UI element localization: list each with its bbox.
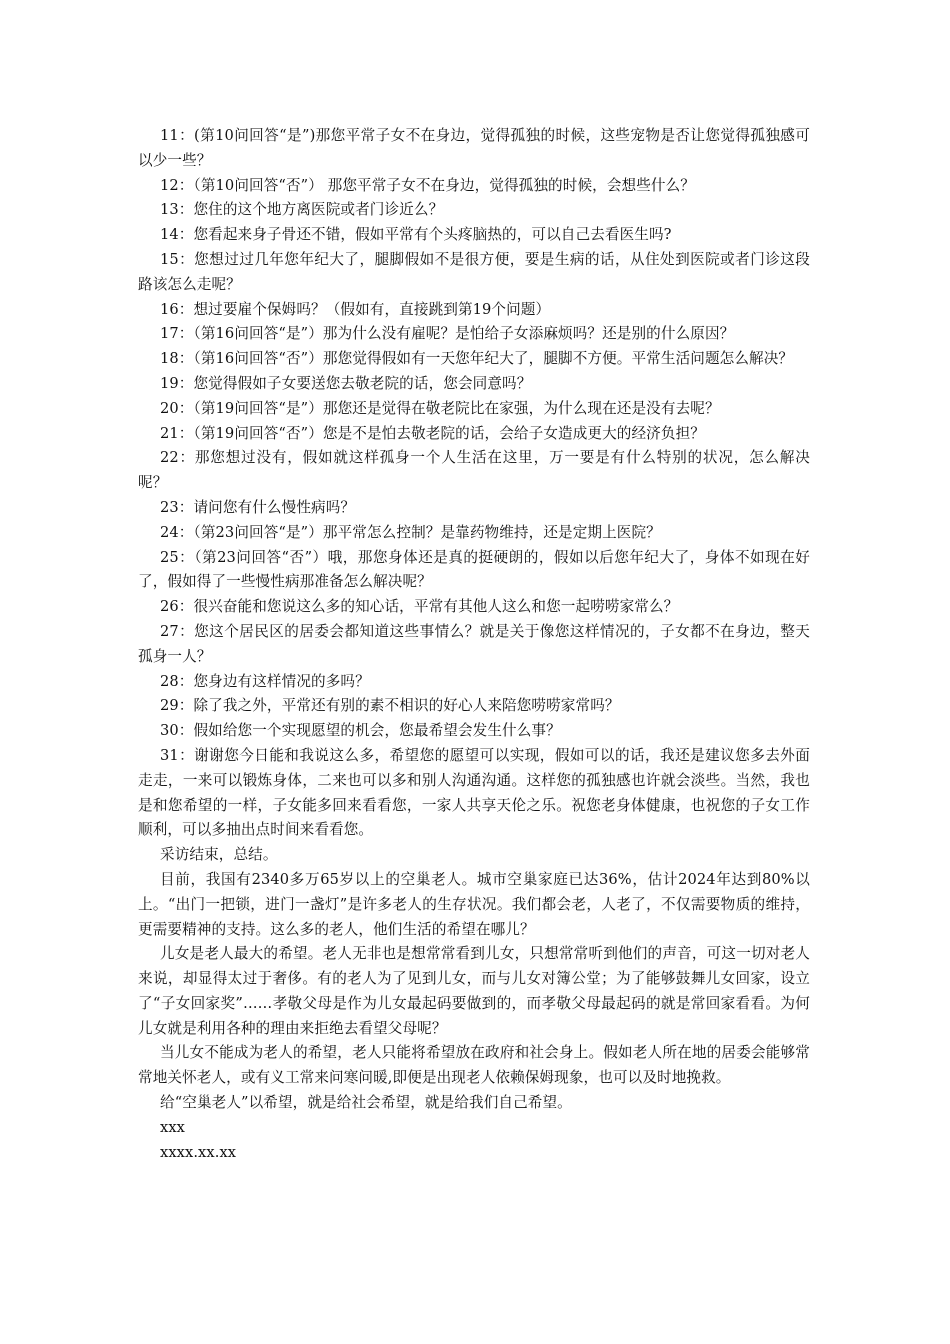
document-page [138,124,810,1165]
paragraph-q20: 20：（第19问回答“是”）那您还是觉得在敬老院比在家强，为什么现在还是没有去呢？ [160,399,720,417]
paragraph-q14: 14：您看起来身子骨还不错，假如平常有个头疼脑热的，可以自己去看医生吗? [160,226,672,244]
paragraph-summary-1: 目前，我国有2340多万65岁以上的空巢老人。城市空巢家庭已达36%，估计2024年达到80%以上。“出门一把锁，进门一盏灯”是许多老人的生存状况。我们都会老，人老了，不仅需要物质的维持，更需要精神的支持。这么多的老人，他们生活的希望在哪儿？ [138,870,810,938]
paragraph-q28: 28：您身边有这样情况的多吗？ [160,672,370,690]
paragraph-q26: 26：很兴奋能和您说这么多的知心话，平常有其他人这么和您一起唠唠家常么？ [160,598,679,616]
paragraph-summary-4: 给“空巢老人”以希望，就是给社会希望，就是给我们自己希望。 [160,1094,572,1112]
paragraph-q18: 18：（第16问回答“否”）那您觉得假如有一天您年纪大了，腿脚不方便。平常生活问题怎么解决？ [160,350,794,368]
paragraph-q19: 19：您觉得假如子女要送您去敬老院的话，您会同意吗？ [160,374,532,392]
paragraph-summary-2: 儿女是老人最大的希望。老人无非也是想常常看到儿女，只想常常听到他们的声音，可这一切对老人来说，却显得太过于奢侈。有的老人为了见到儿女，而与儿女对簿公堂；为了能够鼓舞儿女回家，设立了“子女回家奖”……孝敬父母是作为儿女最起码要做到的，而孝敬父母最起码的就是常回家看看。为何儿女就是利用各种的理由来拒绝去看望父母呢？ [138,945,810,1037]
paragraph-q21: 21：（第19问回答“否”）您是不是怕去敬老院的话，会给子女造成更大的经济负担？ [160,424,705,442]
paragraph-q25: 25：（第23问回答“否”）哦，那您身体还是真的挺硬朗的，假如以后您年纪大了，身体不如现在好了，假如得了一些慢性病那准备怎么解决呢？ [138,548,810,591]
paragraph-summary-3: 当儿女不能成为老人的希望，老人只能将希望放在政府和社会身上。假如老人所在地的居委会能够常常地关怀老人，或有义工常来问寒问暖,即便是出现老人依赖保姆现象，也可以及时地挽救。 [138,1044,810,1087]
paragraph-q31: 31：谢谢您今日能和我说这么多，希望您的愿望可以实现，假如可以的话，我还是建议您多去外面走走，一来可以锻炼身体，二来也可以多和别人沟通沟通。这样您的孤独感也许就会淡些。当然，我也是和您希望的一样，子女能多回来看看您，一家人共享天伦之乐。祝您老身体健康，也祝您的子女工作顺利，可以多抽出点时间来看看您。 [138,746,810,839]
paragraph-q13: 13：您住的这个地方离医院或者门诊近么？ [160,201,444,219]
document-date: xxxx.xx.xx [160,1143,237,1161]
paragraph-q17: 17：（第16问回答“是”）那为什么没有雇呢？是怕给子女添麻烦吗？还是别的什么原因？ [160,325,735,343]
paragraph-q30: 30：假如给您一个实现愿望的机会，您最希望会发生什么事？ [160,722,561,740]
paragraph-q27: 27：您这个居民区的居委会都知道这些事情么？就是关于像您这样情况的，子女都不在身边，整天孤身一人？ [138,622,810,665]
paragraph-q12: 12：（第10问回答“否”） 那您平常子女不在身边，觉得孤独的时候，会想些什么？ [160,176,695,194]
paragraph-q22: 22：那您想过没有，假如就这样孤身一个人生活在这里，万一要是有什么特别的状况，怎么解决呢？ [138,449,810,492]
paragraph-interview-end: 采访结束，总结。 [160,846,278,864]
paragraph-q16: 16：想过要雇个保姆吗？（假如有，直接跳到第19个问题） [160,300,551,318]
paragraph-q29: 29：除了我之外，平常还有别的素不相识的好心人来陪您唠唠家常吗？ [160,697,620,715]
paragraph-q24: 24：（第23问回答“是”）那平常怎么控制？是靠药物维持，还是定期上医院？ [160,523,661,541]
paragraph-q23: 23：请问您有什么慢性病吗？ [160,498,356,516]
paragraph-q15: 15：您想过过几年您年纪大了，腿脚假如不是很方便，要是生病的话，从住处到医院或者门诊这段路该怎么走呢？ [138,250,810,293]
paragraph-q11: 11：(第10问回答“是”)那您平常子女不在身边，觉得孤独的时候，这些宠物是否让您觉得孤独感可以少一些？ [138,127,810,169]
author-name: xxx [160,1118,185,1136]
